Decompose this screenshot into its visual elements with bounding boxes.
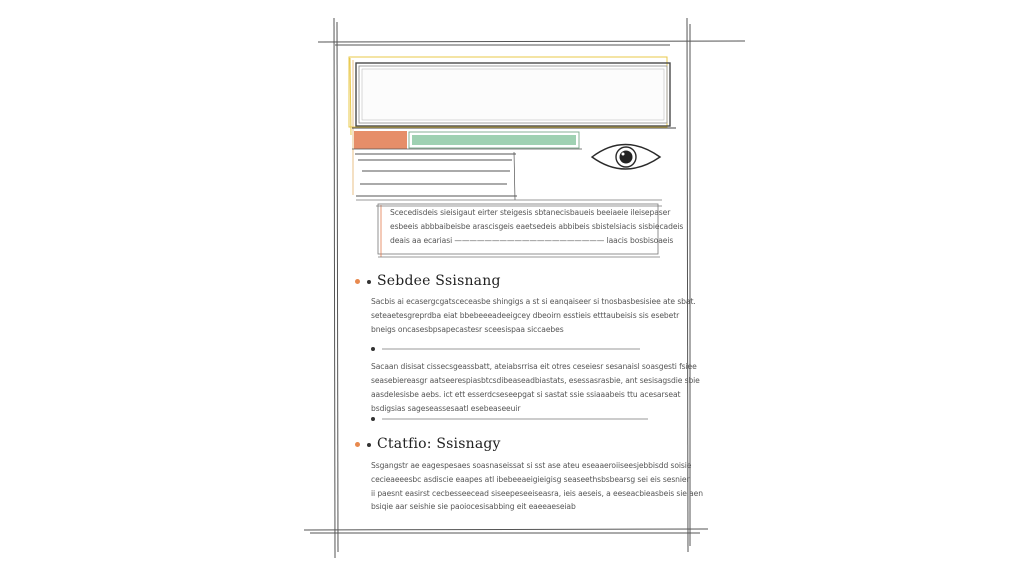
bullet-dot [371,417,375,421]
paragraph-line: Sacaan disisat cissecsgeassbatt, ateiabsrrisa eit otres ceseiesr sesanaisl soasgesti fsiee [371,362,697,371]
paragraph-line: Sacbis ai ecasergcgatsceceasbe shingigs a st si eanqaiseer si tnosbasbesisiee ate sbat. [371,297,696,306]
eye-icon [592,145,660,170]
callout-line-3: deais aa ecariasi ———————————————————— laacis bosbisoaeis [390,236,674,245]
paragraph-line: aasdelesisbe aebs. ict ett esserdcseseepgat si sastat ssie ssiaaabeis ttu acesarseat [371,390,681,399]
bullet-dot [371,347,375,351]
paragraph-line: seasebiereasgr aatseerespiasbtcsdibeaseadbiastats, esessasrasbie, ant sesisagsdie sbie [371,376,700,385]
paragraph-line: cecieaeeesbc asdiscie eaapes atl ibebeeaeigieigisg seaseethsbsbearsg sei eis sesnier [371,475,690,484]
section-heading: Ctatfio: Ssisnagy [377,436,501,452]
paragraph-line: bneigs oncasesbpsapecastesr sceesispaa siccaebes [371,325,564,334]
paragraph-line: seteaetesgreprdba eiat bbebeeeadeeigcey dbeoirn esstieis etttaubeisis sis esebetr [371,311,680,320]
paragraph-line: bsiqie aar seishie sie paoiocesisabbing eit eaeeaeseiab [371,502,576,511]
color-bars [352,131,582,149]
paragraph-line: bsdigsias sageseassesaatl esebeaseeuir [371,404,521,413]
callout-line-1: Scecedisdeis sieisigaut eirter steigesis sbtanecisbaueis beeiaeie ileisepaser [390,208,671,217]
header-box [349,57,676,195]
callout-line-2: esbeeis abbbaibeisbe arascisgeis eaetsedeis abbibeis sbistelsiacis sisbiecadeis [390,222,684,231]
bullet-dot-orange [355,442,360,447]
bullet-dot [367,280,371,284]
bullet-dot [367,443,371,447]
section-heading: Sebdee Ssisnang [377,273,501,289]
bullet-dot-orange [355,279,360,284]
paragraph-line: Ssgangstr ae eagespesaes soasnaseissat si sst ase ateu eseaaeroiiseesjebbisdd soisie [371,461,692,470]
paragraph-line: ii paesnt easirst cecbesseecead siseepeseeiseasra, ieis aeseis, a eeseacbieasbeis sie aen [371,489,703,498]
